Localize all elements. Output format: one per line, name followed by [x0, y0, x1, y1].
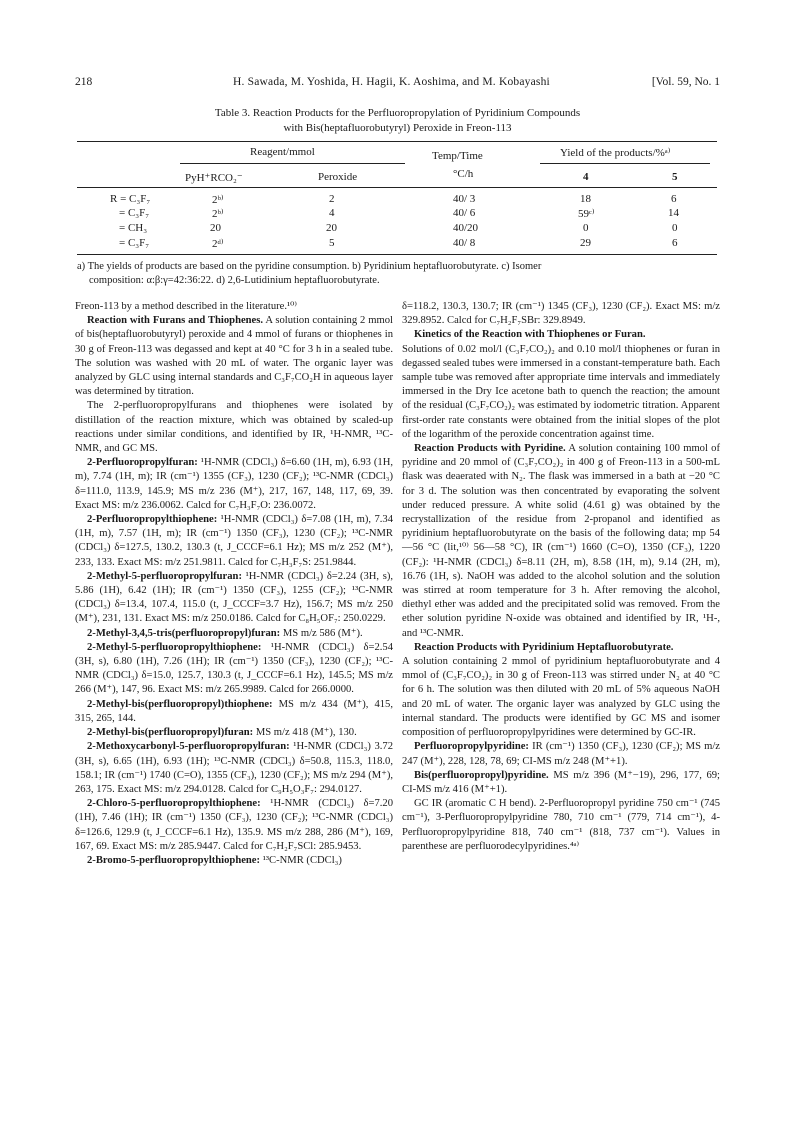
section-paragraph: Reaction with Furans and Thiophenes. A solution containing 2 mmol of bis(heptafluorobutyryl) peroxide and 4 mmol of furans or thiophenes in 30 g of Freon-113 was degassed and kept at 40 °C for 3 h in a sealed tube. The solution was washed with 20 mL of water. The organic layer was analyzed by GLC using internal standards and C₃F₇CO₂H in aqueous layer was determined by titration.	[75, 315, 393, 398]
running-head-volume: [Vol. 59, No. 1	[651, 76, 720, 88]
table-caption	[120, 106, 675, 136]
table-footnote-line-1: a) The yields of products are based on the pyridine consumption. b) Pyridinium heptafluorobutyrate. c) Isomer	[77, 261, 542, 272]
compound-entry: 2-Methoxycarbonyl-5-perfluoropropylfuran: ¹H-NMR (CDCl₃) 3.72 (3H, s), 6.65 (1H), 6.93 (1H); ¹³C-NMR (CDCl₃) δ=50.8, 115.3, 118.0, 158.1; IR (cm⁻¹) 1740 (C=O), 1355 (CF₃), 1230 (CF₂); MS m/z 294 (M⁺), 263, 175. Exact MS: m/z 294.0128. Calcd for C₉H₅O₃F₇: 294.0127.	[75, 741, 393, 795]
header-pyh: PyH⁺RCO₂⁻	[185, 172, 243, 184]
table-reagent-rule	[180, 163, 405, 164]
cell-temp: 40/20	[453, 222, 479, 234]
compound-entry: 2-Methyl-5-perfluoropropylfuran: ¹H-NMR (CDCl₃) δ=2.24 (3H, s), 5.86 (1H), 6.42 (1H); IR (cm⁻¹) 1350 (CF₃), 1255 (CF₂); ¹³C-NMR (CDCl₃) δ=13.4, 107.4, 115.0 (t, J_CCCF=3.7 Hz), 156.7; MS m/z 250 (M⁺), 231, 131. Exact MS: m/z 250.0186. Calcd for C₈H₅OF₇: 250.0229.	[75, 570, 393, 625]
section-heading: Reaction with Furans and Thiophenes.	[87, 315, 264, 327]
cell-temp: 40/ 3	[453, 193, 476, 205]
header-peroxide: Peroxide	[318, 171, 358, 183]
cell-peroxide: 20	[326, 222, 337, 234]
paragraph: GC IR (aromatic C H bend). 2-Perfluoropropyl pyridine 750 cm⁻¹ (745 cm⁻¹), 3-Perfluoropropylpyridine 780, 710 cm⁻¹ (779, 714 cm⁻¹), 4-Perfluoropropylpyridine 818, 740 cm⁻¹ (818, 737 cm⁻¹). Values in parenthese are perfluorodecylpyridines.⁴ᵃ⁾	[402, 798, 720, 852]
compound-name: 2-Perfluoropropylfuran:	[87, 457, 198, 469]
paragraph: The 2-perfluoropropylfurans and thiophenes were isolated by distillation of the reaction mixture, which was obtained by scaled-up reactions under similar conditions, and identified by IR, ¹H-NMR, ¹³C-NMR, and GC MS.	[75, 400, 393, 455]
paragraph: Freon-113 by a method described in the literature.¹⁰⁾	[75, 301, 298, 312]
compound-name: 2-Methyl-bis(perfluoropropyl)thiophene:	[87, 698, 273, 710]
compound-entry: 2-Bromo-5-perfluoropropylthiophene: ¹³C-NMR (CDCl₃)	[87, 854, 342, 866]
compound-name: 2-Methoxycarbonyl-5-perfluoropropylfuran:	[87, 741, 290, 753]
table-yield-rule	[540, 163, 710, 164]
header-yield: Yield of the products/%ᵃ⁾	[560, 147, 671, 159]
table-footnotes	[77, 260, 717, 287]
running-head-authors: H. Sawada, M. Yoshida, H. Hagii, K. Aoshima, and M. Kobayashi	[233, 76, 550, 88]
left-column	[75, 300, 393, 868]
cell-yield-5: 0	[672, 222, 678, 234]
cell-temp: 40/ 6	[453, 207, 476, 219]
cell-yield-4: 0	[583, 222, 589, 234]
section-heading: Kinetics of the Reaction with Thiophenes or Furan.	[414, 329, 646, 341]
section-heading: Reaction Products with Pyridine.	[414, 443, 566, 455]
table-footnote-line-2: composition: α:β:γ=42:36:22. d) 2,6-Lutidinium heptafluorobutyrate.	[89, 274, 380, 286]
compound-entry: 2-Methyl-5-perfluoropropylthiophene: ¹H-NMR (CDCl₃) δ=2.54 (3H, s), 6.80 (1H), 7.26 (1H); IR (cm⁻¹) 1350 (CF₃), 1230 (CF₂); ¹³C-NMR (CDCl₃) δ=15.0, 125.7, 130.3 (t, J_CCCF=6.1 Hz), 145.5; MS m/z 266 (M⁺), 147, 96. Exact MS: m/z 265.9989. Calcd for 266.0000.	[75, 641, 393, 696]
compound-name: 2-Perfluoropropylthiophene:	[87, 514, 218, 526]
compound-entry: 2-Methyl-bis(perfluoropropyl)furan: MS m/z 418 (M⁺), 130.	[87, 727, 357, 739]
header-temp-time: Temp/Time	[432, 150, 483, 162]
compound-name: 2-Methyl-5-perfluoropropylfuran:	[87, 570, 242, 582]
paragraph: Solutions of 0.02 mol/l (C₃F₇CO₂)₂ and 0.10 mol/l thiophenes or furan in degassed sealed tubes were immersed in a constant-temperature bath. Each sample tube was removed after appropriate time intervals and immediately immersed in the Dry Ice acetone bath to quench the reaction; the amount of the residual (C₃F₇CO₂)₂ was estimated by iodometric titration. Apparent first-order rate constants were obtained from the initial slopes of the plot of the logarithm of the peroxide concentration against time.	[402, 343, 720, 440]
table-bottom-rule	[77, 254, 717, 255]
section-heading: Reaction Products with Pyridinium Heptafluorobutyrate.	[414, 641, 674, 653]
cell-pyh: 20	[210, 222, 221, 234]
running-head	[75, 76, 720, 92]
cell-r: R = C₃F₇	[110, 193, 151, 205]
compound-entry: Perfluoropropylpyridine: IR (cm⁻¹) 1350 (CF₃), 1230 (CF₂); MS m/z 247 (M⁺), 228, 128, 78, 69; CI-MS m/z 248 (M⁺+1).	[402, 741, 720, 767]
table-caption-line-2: with Bis(heptafluorobutyryl) Peroxide in Freon-113	[283, 122, 512, 134]
cell-peroxide: 5	[329, 237, 335, 249]
compound-name: 2-Methyl-3,4,5-tris(perfluoropropyl)furan:	[87, 627, 281, 639]
header-reagent: Reagent/mmol	[250, 146, 315, 158]
cell-pyh: 2ᵇ⁾	[212, 194, 224, 206]
cell-pyh: 2ᵇ⁾	[212, 208, 224, 220]
compound-name: Bis(perfluoropropyl)pyridine.	[414, 769, 549, 781]
cell-temp: 40/ 8	[453, 237, 476, 249]
table-header-rule	[77, 187, 717, 188]
compound-name: Perfluoropropylpyridine:	[414, 741, 529, 753]
cell-yield-5: 6	[672, 237, 678, 249]
cell-yield-5: 6	[671, 193, 677, 205]
cell-yield-5: 14	[668, 207, 679, 219]
cell-peroxide: 2	[329, 193, 335, 205]
compound-name: 2-Chloro-5-perfluoropropylthiophene:	[87, 798, 261, 810]
table-top-rule	[77, 141, 717, 142]
cell-yield-4: 18	[580, 193, 591, 205]
compound-entry: 2-Chloro-5-perfluoropropylthiophene: ¹H-NMR (CDCl₃) δ=7.20 (1H), 7.46 (1H); IR (cm⁻¹) 1350 (CF₃), 1230 (CF₂); ¹³C-NMR (CDCl₃) δ=126.6, 129.9 (t, J_CCCF=6.1 Hz), 135.9. MS m/z 288, 286 (M⁺), 169, 167, 69. Exact MS: m/z 285.9447. Calcd for C₇H₂F₇SCl: 285.9453.	[75, 798, 393, 852]
header-temp-units: °C/h	[453, 168, 474, 180]
compound-name: 2-Bromo-5-perfluoropropylthiophene:	[87, 854, 261, 866]
compound-name: 2-Methyl-5-perfluoropropylthiophene:	[87, 641, 262, 653]
paragraph: A solution containing 2 mmol of pyridinium heptafluorobutyrate and 4 mmol of (C₃F₇CO₂)₂ in 30 g of Freon-113 was stirred under N₂ at 40 °C for 6 h. The solution was then diluted with 20 mL of 5% aqueous NaOH and 20 mL of water. The organic layer was analyzed by GLC using the internal standard. The products were identified by GC MS and isomer composition of perfluoropropylpyridines were determined by GC-IR.	[402, 656, 720, 739]
cell-r: = C₃F₇	[119, 207, 150, 219]
section-paragraph: Reaction Products with Pyridine. A solution containing 100 mmol of pyridine and 20 mmol of (C₃F₇CO₂)₂ in 400 g of Freon-113 in a 500-mL flask was deaerated with N₂. The flask was immersed in a bath at −20 °C for 3 d. The solution was then concentrated by evaporating the solvent under reduced pressure. A white solid (4.61 g) was obtained by the recrystallization of the residue from 2-propanol and identified as pyridinium heptafluorobutyrate on the basis of the following data; mp 54—56 °C (lit,¹⁰⁾ 56—58 °C), IR (cm⁻¹) 1660 (C=O), 1350 (CF₃), 1220 (CF₂): ¹H-NMR (CDCl₃) δ=8.11 (2H, m), 8.58 (1H, m), 9.14 (2H, m), 16.76 (1H, s). NaOH was added to the alcohol solution and the solution was stirred at room temperature for 3 h. After removing the alcohol, diethyl ether was added and the precipitated solid was removed. From the ether solution pyridine N-oxide was obtained and identified by IR, ¹H-, and ¹³C-NMR.	[402, 443, 721, 639]
right-column	[402, 300, 720, 854]
paragraph: δ=118.2, 130.3, 130.7; IR (cm⁻¹) 1345 (CF₃), 1230 (CF₂). Exact MS: m/z 329.8952. Calcd for C₇H₂F₇SBr: 329.8949.	[402, 301, 720, 327]
header-product-5: 5	[672, 171, 678, 183]
page-number: 218	[75, 76, 93, 88]
compound-name: 2-Methyl-bis(perfluoropropyl)furan:	[87, 727, 254, 739]
cell-pyh: 2ᵈ⁾	[212, 238, 224, 250]
cell-yield-4: 59ᶜ⁾	[578, 208, 595, 220]
compound-entry: 2-Perfluoropropylfuran: ¹H-NMR (CDCl₃) δ=6.60 (1H, m), 6.93 (1H, m), 7.74 (1H, m); IR (cm⁻¹) 1355 (CF₃), 1230 (CF₂); ¹³C-NMR (CDCl₃) δ=111.0, 113.9, 145.9; MS m/z 236 (M⁺), 217, 167, 148, 117, 69, 39. Exact MS: m/z 236.0062. Calcd for C₇H₃F₇O: 236.0072.	[75, 457, 393, 511]
compound-entry: Bis(perfluoropropyl)pyridine. MS m/z 396 (M⁺−19), 296, 177, 69; CI-MS m/z 416 (M⁺+1).	[402, 769, 720, 795]
compound-entry: 2-Methyl-3,4,5-tris(perfluoropropyl)furan: MS m/z 586 (M⁺).	[87, 627, 363, 639]
cell-r: = C₃F₇	[119, 237, 150, 249]
compound-entry: 2-Methyl-bis(perfluoropropyl)thiophene: MS m/z 434 (M⁺), 415, 315, 265, 144.	[75, 698, 393, 724]
header-product-4: 4	[583, 171, 589, 183]
compound-entry: 2-Perfluoropropylthiophene: ¹H-NMR (CDCl₃) δ=7.08 (1H, m), 7.34 (1H, m), 7.57 (1H, m); IR (cm⁻¹) 1350 (CF₃), 1230 (CF₂); ¹³C-NMR (CDCl₃) δ=127.5, 130.2, 130.3 (t, J_CCCF=6.1 Hz); MS m/z 252 (M⁺), 233, 133. Exact MS: m/z 251.9811. Calcd for C₇H₃F₇S: 251.9844.	[75, 514, 393, 568]
table-caption-line-1: Table 3. Reaction Products for the Perfluoropropylation of Pyridinium Compounds	[214, 107, 581, 119]
cell-r: = CH₃	[119, 222, 148, 234]
cell-peroxide: 4	[329, 207, 335, 219]
cell-yield-4: 29	[580, 237, 591, 249]
